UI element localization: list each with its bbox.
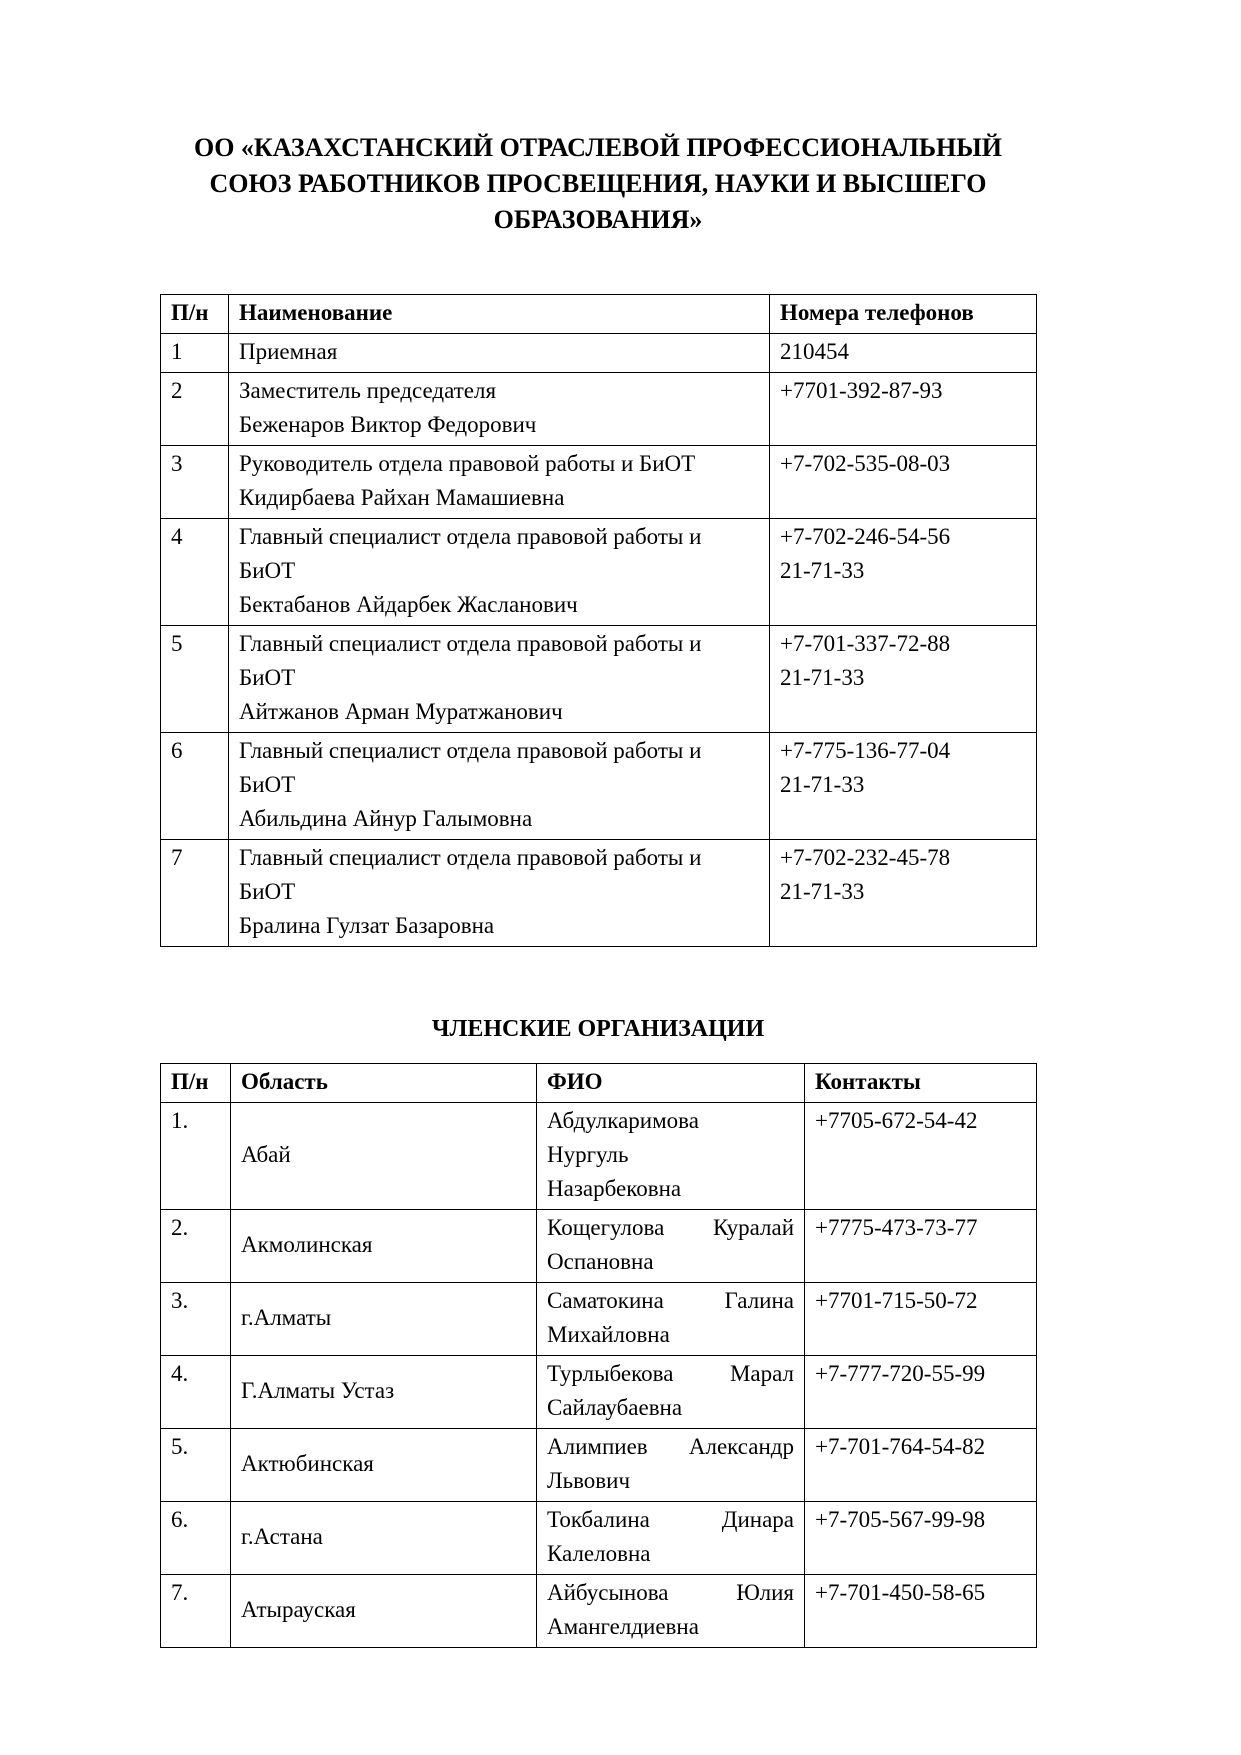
table-row (161, 1575, 1037, 1648)
phone-cell: +7-701-337-72-88 21-71-33 (770, 626, 1037, 733)
phone-cell: +7701-392-87-93 (770, 373, 1037, 446)
region-cell: Абай (231, 1103, 537, 1210)
fio-cell: Турлыбекова Марал Сайлаубаевна (537, 1356, 805, 1429)
phone-cell: 210454 (770, 334, 1037, 373)
table-row (161, 519, 1037, 626)
table-row (161, 334, 1037, 373)
row-number-cell: 1. (161, 1103, 231, 1210)
document-title: ОО «КАЗАХСТАНСКИЙ ОТРАСЛЕВОЙ ПРОФЕССИОНАЛЬНЫЙ СОЮЗ РАБОТНИКОВ ПРОСВЕЩЕНИЯ, НАУКИ И ВЫСШЕГО ОБРАЗОВАНИЯ» (193, 133, 1003, 234)
phone-cell: +7-702-232-45-78 21-71-33 (770, 840, 1037, 947)
contact-cell: +7-777-720-55-99 (805, 1356, 1037, 1429)
position-name-cell: Главный специалист отдела правовой работы и БиОТ Айтжанов Арман Муратжанович (229, 626, 770, 733)
fio-cell: Токбалина Динара Калеловна (537, 1502, 805, 1575)
region-cell: г.Алматы (231, 1283, 537, 1356)
fio-cell: Абдулкаримова Нургуль Назарбековна (537, 1103, 805, 1210)
contact-cell: +7-705-567-99-98 (805, 1502, 1037, 1575)
col-header-region: Область (231, 1064, 537, 1103)
region-cell: Атырауская (231, 1575, 537, 1648)
fio-cell: Алимпиев Александр Львович (537, 1429, 805, 1502)
region-cell: Акмолинская (231, 1210, 537, 1283)
col-header-contacts: Контакты (805, 1064, 1037, 1103)
table-row (161, 1429, 1037, 1502)
fio-cell: Саматокина Галина Михайловна (537, 1283, 805, 1356)
table-row (161, 1283, 1037, 1356)
row-number-cell: 7. (161, 1575, 231, 1648)
table-row (161, 1356, 1037, 1429)
contacts-table-header-row (161, 295, 1037, 334)
phone-cell: +7-702-246-54-56 21-71-33 (770, 519, 1037, 626)
contacts-table (160, 294, 1037, 947)
phone-cell: +7-775-136-77-04 21-71-33 (770, 733, 1037, 840)
orgs-table-header-row (161, 1064, 1037, 1103)
col-header-name: Наименование (229, 295, 770, 334)
contact-cell: +7705-672-54-42 (805, 1103, 1037, 1210)
row-number-cell: 4 (161, 519, 229, 626)
region-cell: Актюбинская (231, 1429, 537, 1502)
col-header-phones: Номера телефонов (770, 295, 1037, 334)
contact-cell: +7701-715-50-72 (805, 1283, 1037, 1356)
row-number-cell: 1 (161, 334, 229, 373)
table-row (161, 626, 1037, 733)
position-name-cell: Главный специалист отдела правовой работы и БиОТ Бектабанов Айдарбек Жасланович (229, 519, 770, 626)
row-number-cell: 6 (161, 733, 229, 840)
position-name-cell: Руководитель отдела правовой работы и БиОТ Кидирбаева Райхан Мамашиевна (229, 446, 770, 519)
region-cell: г.Астана (231, 1502, 537, 1575)
table-row (161, 1502, 1037, 1575)
position-name-cell: Приемная (229, 334, 770, 373)
position-name-cell: Заместитель председателя Беженаров Виктор Федорович (229, 373, 770, 446)
position-name-cell: Главный специалист отдела правовой работы и БиОТ Абильдина Айнур Галымовна (229, 733, 770, 840)
table-row (161, 1210, 1037, 1283)
document-page (160, 0, 1036, 1648)
col-header-num: П/н (161, 295, 229, 334)
member-organizations-table (160, 1063, 1037, 1648)
region-cell: Г.Алматы Устаз (231, 1356, 537, 1429)
fio-cell: Айбусынова Юлия Амангелдиевна (537, 1575, 805, 1648)
row-number-cell: 6. (161, 1502, 231, 1575)
contact-cell: +7-701-450-58-65 (805, 1575, 1037, 1648)
row-number-cell: 2. (161, 1210, 231, 1283)
row-number-cell: 3. (161, 1283, 231, 1356)
contact-cell: +7-701-764-54-82 (805, 1429, 1037, 1502)
row-number-cell: 5 (161, 626, 229, 733)
phone-cell: +7-702-535-08-03 (770, 446, 1037, 519)
row-number-cell: 3 (161, 446, 229, 519)
table-row (161, 373, 1037, 446)
col-header-fio: ФИО (537, 1064, 805, 1103)
position-name-cell: Главный специалист отдела правовой работы и БиОТ Бралина Гулзат Базаровна (229, 840, 770, 947)
fio-cell: Кощегулова Куралай Оспановна (537, 1210, 805, 1283)
table-row (161, 840, 1037, 947)
row-number-cell: 5. (161, 1429, 231, 1502)
row-number-cell: 2 (161, 373, 229, 446)
table-row (161, 1103, 1037, 1210)
col-header-num: П/н (161, 1064, 231, 1103)
row-number-cell: 7 (161, 840, 229, 947)
table-row (161, 446, 1037, 519)
contact-cell: +7775-473-73-77 (805, 1210, 1037, 1283)
table-row (161, 733, 1037, 840)
section-title-member-organizations: ЧЛЕНСКИЕ ОРГАНИЗАЦИИ (431, 1016, 765, 1042)
row-number-cell: 4. (161, 1356, 231, 1429)
